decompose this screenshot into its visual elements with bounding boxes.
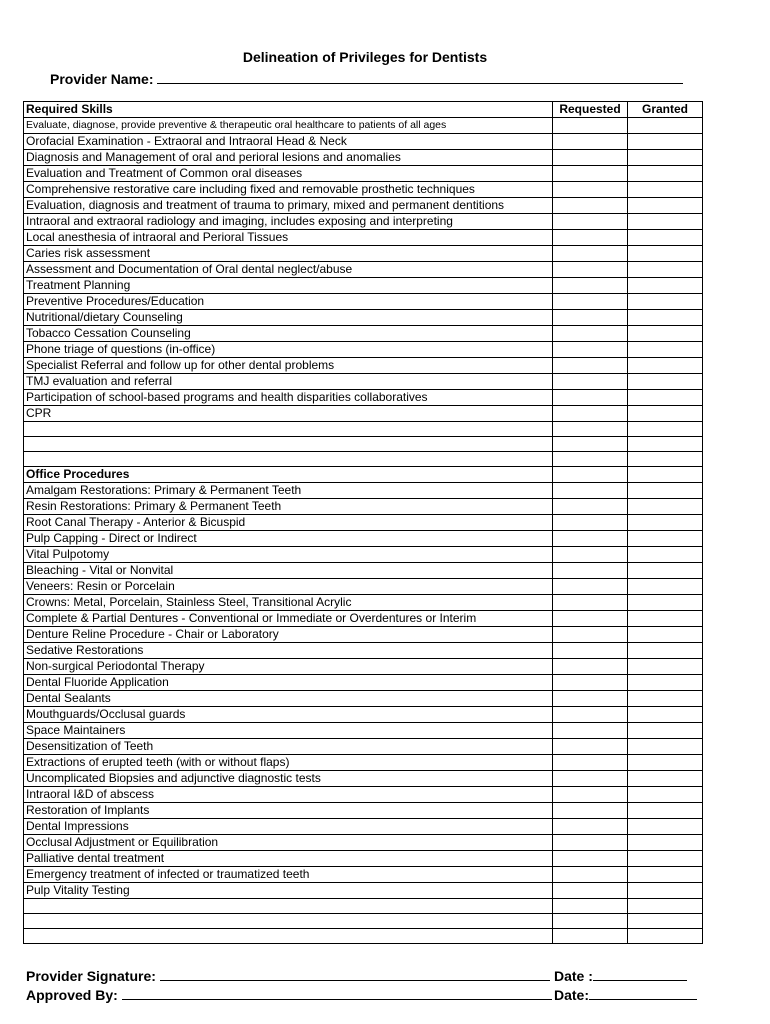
procedure-row (24, 515, 703, 531)
granted-cell[interactable] (628, 835, 703, 851)
skill-label: Orofacial Examination - Extraoral and Intraoral Head & Neck (24, 134, 553, 150)
blank-cell (24, 452, 553, 467)
skill-row (24, 150, 703, 166)
requested-cell[interactable] (553, 483, 628, 499)
granted-cell[interactable] (628, 118, 703, 134)
requested-cell[interactable] (553, 452, 628, 467)
skill-row (24, 374, 703, 390)
skill-row (24, 182, 703, 198)
requested-cell[interactable] (553, 150, 628, 166)
procedure-row (24, 499, 703, 515)
granted-cell[interactable] (628, 150, 703, 166)
requested-cell[interactable] (553, 326, 628, 342)
procedure-row (24, 611, 703, 627)
granted-cell[interactable] (628, 707, 703, 723)
skill-label: Crowns: Metal, Porcelain, Stainless Steel, Transitional Acrylic (24, 595, 553, 611)
blank-cell (24, 914, 553, 929)
date-field-2[interactable] (589, 985, 697, 1000)
required-skills-header: Required Skills (24, 102, 553, 118)
requested-cell[interactable] (553, 198, 628, 214)
requested-cell[interactable] (553, 771, 628, 787)
procedure-row (24, 707, 703, 723)
granted-cell[interactable] (628, 723, 703, 739)
granted-cell[interactable] (628, 294, 703, 310)
granted-cell[interactable] (628, 437, 703, 452)
blank-row (24, 437, 703, 452)
requested-cell[interactable] (553, 294, 628, 310)
requested-cell[interactable] (553, 595, 628, 611)
granted-cell[interactable] (628, 326, 703, 342)
granted-cell[interactable] (628, 310, 703, 326)
skill-row (24, 278, 703, 294)
skill-label: Phone triage of questions (in-office) (24, 342, 553, 358)
granted-cell[interactable] (628, 499, 703, 515)
skill-row (24, 294, 703, 310)
skill-label: Local anesthesia of intraoral and Perioral Tissues (24, 230, 553, 246)
skill-row (24, 166, 703, 182)
granted-cell[interactable] (628, 166, 703, 182)
requested-cell[interactable] (553, 643, 628, 659)
granted-cell[interactable] (628, 914, 703, 929)
requested-cell[interactable] (553, 262, 628, 278)
granted-cell[interactable] (628, 390, 703, 406)
granted-cell[interactable] (628, 579, 703, 595)
procedure-row (24, 659, 703, 675)
requested-cell[interactable] (553, 166, 628, 182)
procedure-row (24, 867, 703, 883)
provider-signature-field[interactable] (160, 966, 550, 981)
requested-cell[interactable] (553, 707, 628, 723)
procedure-row (24, 883, 703, 899)
skill-label: Vital Pulpotomy (24, 547, 553, 563)
granted-cell[interactable] (628, 214, 703, 230)
provider-name-field[interactable] (157, 69, 683, 84)
granted-cell[interactable] (628, 547, 703, 563)
procedure-row (24, 531, 703, 547)
procedure-row (24, 723, 703, 739)
blank-cell (24, 899, 553, 914)
provider-name-row (50, 69, 683, 87)
granted-cell[interactable] (628, 755, 703, 771)
skill-label: Occlusal Adjustment or Equilibration (24, 835, 553, 851)
requested-cell[interactable] (553, 563, 628, 579)
requested-cell[interactable] (553, 374, 628, 390)
skill-label: TMJ evaluation and referral (24, 374, 553, 390)
requested-cell[interactable] (553, 499, 628, 515)
requested-cell[interactable] (553, 342, 628, 358)
approved-by-label: Approved By: (26, 987, 118, 1003)
skill-label: Sedative Restorations (24, 643, 553, 659)
requested-cell[interactable] (553, 835, 628, 851)
skill-row (24, 230, 703, 246)
requested-cell[interactable] (553, 182, 628, 198)
procedure-row (24, 595, 703, 611)
skill-row (24, 198, 703, 214)
procedure-row (24, 755, 703, 771)
skill-label: Intraoral I&D of abscess (24, 787, 553, 803)
requested-cell[interactable] (553, 547, 628, 563)
skill-label: Participation of school-based programs and health disparities collaboratives (24, 390, 553, 406)
procedure-row (24, 627, 703, 643)
granted-cell[interactable] (628, 563, 703, 579)
requested-cell[interactable] (553, 611, 628, 627)
procedure-row (24, 851, 703, 867)
granted-cell[interactable] (628, 787, 703, 803)
skill-label: Uncomplicated Biopsies and adjunctive diagnostic tests (24, 771, 553, 787)
skill-label: Pulp Capping - Direct or Indirect (24, 531, 553, 547)
procedure-row (24, 835, 703, 851)
skill-label: Evaluation, diagnosis and treatment of trauma to primary, mixed and permanent dentitions (24, 198, 553, 214)
skill-label: Desensitization of Teeth (24, 739, 553, 755)
date-label-2: Date: (554, 987, 590, 1003)
requested-cell[interactable] (553, 803, 628, 819)
skill-label: Nutritional/dietary Counseling (24, 310, 553, 326)
skill-label: Office Procedures (24, 467, 553, 483)
requested-cell[interactable] (553, 531, 628, 547)
granted-cell[interactable] (628, 899, 703, 914)
requested-cell[interactable] (553, 819, 628, 835)
page-title: Delineation of Privileges for Dentists (242, 49, 488, 65)
skill-label: Complete & Partial Dentures - Conventional or Immediate or Overdentures or Interim (24, 611, 553, 627)
requested-cell[interactable] (553, 118, 628, 134)
skill-label: Diagnosis and Management of oral and perioral lesions and anomalies (24, 150, 553, 166)
granted-cell[interactable] (628, 374, 703, 390)
skill-label: Dental Impressions (24, 819, 553, 835)
provider-signature-row (26, 966, 550, 984)
granted-cell[interactable] (628, 422, 703, 437)
requested-cell[interactable] (553, 246, 628, 262)
requested-cell[interactable] (553, 675, 628, 691)
granted-cell[interactable] (628, 358, 703, 374)
granted-cell[interactable] (628, 134, 703, 150)
skill-label: Comprehensive restorative care including fixed and removable prosthetic techniques (24, 182, 553, 198)
procedure-row (24, 819, 703, 835)
skill-label: Space Maintainers (24, 723, 553, 739)
skill-row (24, 406, 703, 422)
approved-by-field[interactable] (122, 985, 552, 1000)
blank-row (24, 452, 703, 467)
skill-label: Denture Reline Procedure - Chair or Laboratory (24, 627, 553, 643)
requested-cell[interactable] (553, 278, 628, 294)
skill-label: Resin Restorations: Primary & Permanent Teeth (24, 499, 553, 515)
requested-cell[interactable] (553, 723, 628, 739)
skill-label: Non-surgical Periodontal Therapy (24, 659, 553, 675)
granted-cell[interactable] (628, 406, 703, 422)
granted-cell[interactable] (628, 867, 703, 883)
procedure-row (24, 483, 703, 499)
granted-cell[interactable] (628, 246, 703, 262)
granted-cell[interactable] (628, 883, 703, 899)
skill-row (24, 134, 703, 150)
granted-cell[interactable] (628, 262, 703, 278)
requested-cell[interactable] (553, 627, 628, 643)
blank-row (24, 899, 703, 914)
procedure-row (24, 787, 703, 803)
requested-cell[interactable] (553, 515, 628, 531)
required-skills-subtitle: Evaluate, diagnose, provide preventive & therapeutic oral healthcare to patients of all ages (24, 118, 553, 134)
skill-row (24, 310, 703, 326)
skill-label: Pulp Vitality Testing (24, 883, 553, 899)
granted-cell[interactable] (628, 515, 703, 531)
requested-header: Requested (553, 102, 628, 118)
date-row-1 (554, 966, 687, 984)
requested-cell[interactable] (553, 579, 628, 595)
blank-row (24, 929, 703, 944)
granted-header: Granted (628, 102, 703, 118)
blank-cell (24, 422, 553, 437)
procedure-row (24, 579, 703, 595)
skill-row (24, 262, 703, 278)
skill-label: Root Canal Therapy - Anterior & Bicuspid (24, 515, 553, 531)
granted-cell[interactable] (628, 929, 703, 944)
requested-cell[interactable] (553, 422, 628, 437)
granted-cell[interactable] (628, 691, 703, 707)
requested-cell[interactable] (553, 914, 628, 929)
blank-cell (24, 929, 553, 944)
granted-cell[interactable] (628, 531, 703, 547)
granted-cell[interactable] (628, 452, 703, 467)
procedure-row (24, 675, 703, 691)
requested-cell[interactable] (553, 867, 628, 883)
granted-cell[interactable] (628, 595, 703, 611)
granted-cell[interactable] (628, 659, 703, 675)
skill-label: Restoration of Implants (24, 803, 553, 819)
skill-label: Bleaching - Vital or Nonvital (24, 563, 553, 579)
procedure-row (24, 563, 703, 579)
skill-label: Treatment Planning (24, 278, 553, 294)
skill-label: Evaluation and Treatment of Common oral diseases (24, 166, 553, 182)
provider-signature-label: Provider Signature: (26, 968, 156, 984)
requested-cell[interactable] (553, 437, 628, 452)
requested-cell[interactable] (553, 787, 628, 803)
skill-label: Caries risk assessment (24, 246, 553, 262)
skill-label: Dental Fluoride Application (24, 675, 553, 691)
requested-cell[interactable] (553, 358, 628, 374)
requested-cell[interactable] (553, 467, 628, 483)
privileges-table (23, 101, 703, 944)
blank-cell (24, 437, 553, 452)
requested-cell[interactable] (553, 659, 628, 675)
requested-cell[interactable] (553, 310, 628, 326)
skill-label: Emergency treatment of infected or traumatized teeth (24, 867, 553, 883)
requested-cell[interactable] (553, 230, 628, 246)
skill-row (24, 358, 703, 374)
date-label-1: Date : (554, 968, 593, 984)
skill-row (24, 214, 703, 230)
subtitle-row (24, 118, 703, 134)
table-header-row (24, 102, 703, 118)
skill-label: Preventive Procedures/Education (24, 294, 553, 310)
skill-label: Dental Sealants (24, 691, 553, 707)
granted-cell[interactable] (628, 342, 703, 358)
procedure-row (24, 547, 703, 563)
granted-cell[interactable] (628, 278, 703, 294)
requested-cell[interactable] (553, 851, 628, 867)
blank-row (24, 914, 703, 929)
granted-cell[interactable] (628, 739, 703, 755)
skill-label: CPR (24, 406, 553, 422)
blank-row (24, 422, 703, 437)
skill-label: Assessment and Documentation of Oral dental neglect/abuse (24, 262, 553, 278)
granted-cell[interactable] (628, 803, 703, 819)
procedure-row (24, 691, 703, 707)
requested-cell[interactable] (553, 929, 628, 944)
granted-cell[interactable] (628, 851, 703, 867)
requested-cell[interactable] (553, 390, 628, 406)
skill-label: Palliative dental treatment (24, 851, 553, 867)
skill-row (24, 326, 703, 342)
granted-cell[interactable] (628, 643, 703, 659)
skill-row (24, 390, 703, 406)
requested-cell[interactable] (553, 691, 628, 707)
requested-cell[interactable] (553, 739, 628, 755)
skill-label: Mouthguards/Occlusal guards (24, 707, 553, 723)
requested-cell[interactable] (553, 899, 628, 914)
requested-cell[interactable] (553, 134, 628, 150)
procedure-row (24, 771, 703, 787)
granted-cell[interactable] (628, 182, 703, 198)
granted-cell[interactable] (628, 819, 703, 835)
granted-cell[interactable] (628, 483, 703, 499)
skill-label: Amalgam Restorations: Primary & Permanent Teeth (24, 483, 553, 499)
requested-cell[interactable] (553, 883, 628, 899)
requested-cell[interactable] (553, 214, 628, 230)
granted-cell[interactable] (628, 467, 703, 483)
skill-label: Extractions of erupted teeth (with or without flaps) (24, 755, 553, 771)
granted-cell[interactable] (628, 771, 703, 787)
granted-cell[interactable] (628, 675, 703, 691)
granted-cell[interactable] (628, 198, 703, 214)
procedure-row (24, 803, 703, 819)
procedure-row (24, 643, 703, 659)
skill-row (24, 246, 703, 262)
date-field-1[interactable] (593, 966, 687, 981)
granted-cell[interactable] (628, 230, 703, 246)
requested-cell[interactable] (553, 406, 628, 422)
granted-cell[interactable] (628, 611, 703, 627)
procedure-row (24, 739, 703, 755)
skill-label: Veneers: Resin or Porcelain (24, 579, 553, 595)
granted-cell[interactable] (628, 627, 703, 643)
office-procedures-header-row (24, 467, 703, 483)
skill-row (24, 342, 703, 358)
requested-cell[interactable] (553, 755, 628, 771)
provider-name-label: Provider Name: (50, 71, 154, 87)
skill-label: Specialist Referral and follow up for other dental problems (24, 358, 553, 374)
date-row-2 (554, 985, 697, 1003)
approved-by-row (26, 985, 552, 1003)
skill-label: Tobacco Cessation Counseling (24, 326, 553, 342)
skill-label: Intraoral and extraoral radiology and imaging, includes exposing and interpreting (24, 214, 553, 230)
